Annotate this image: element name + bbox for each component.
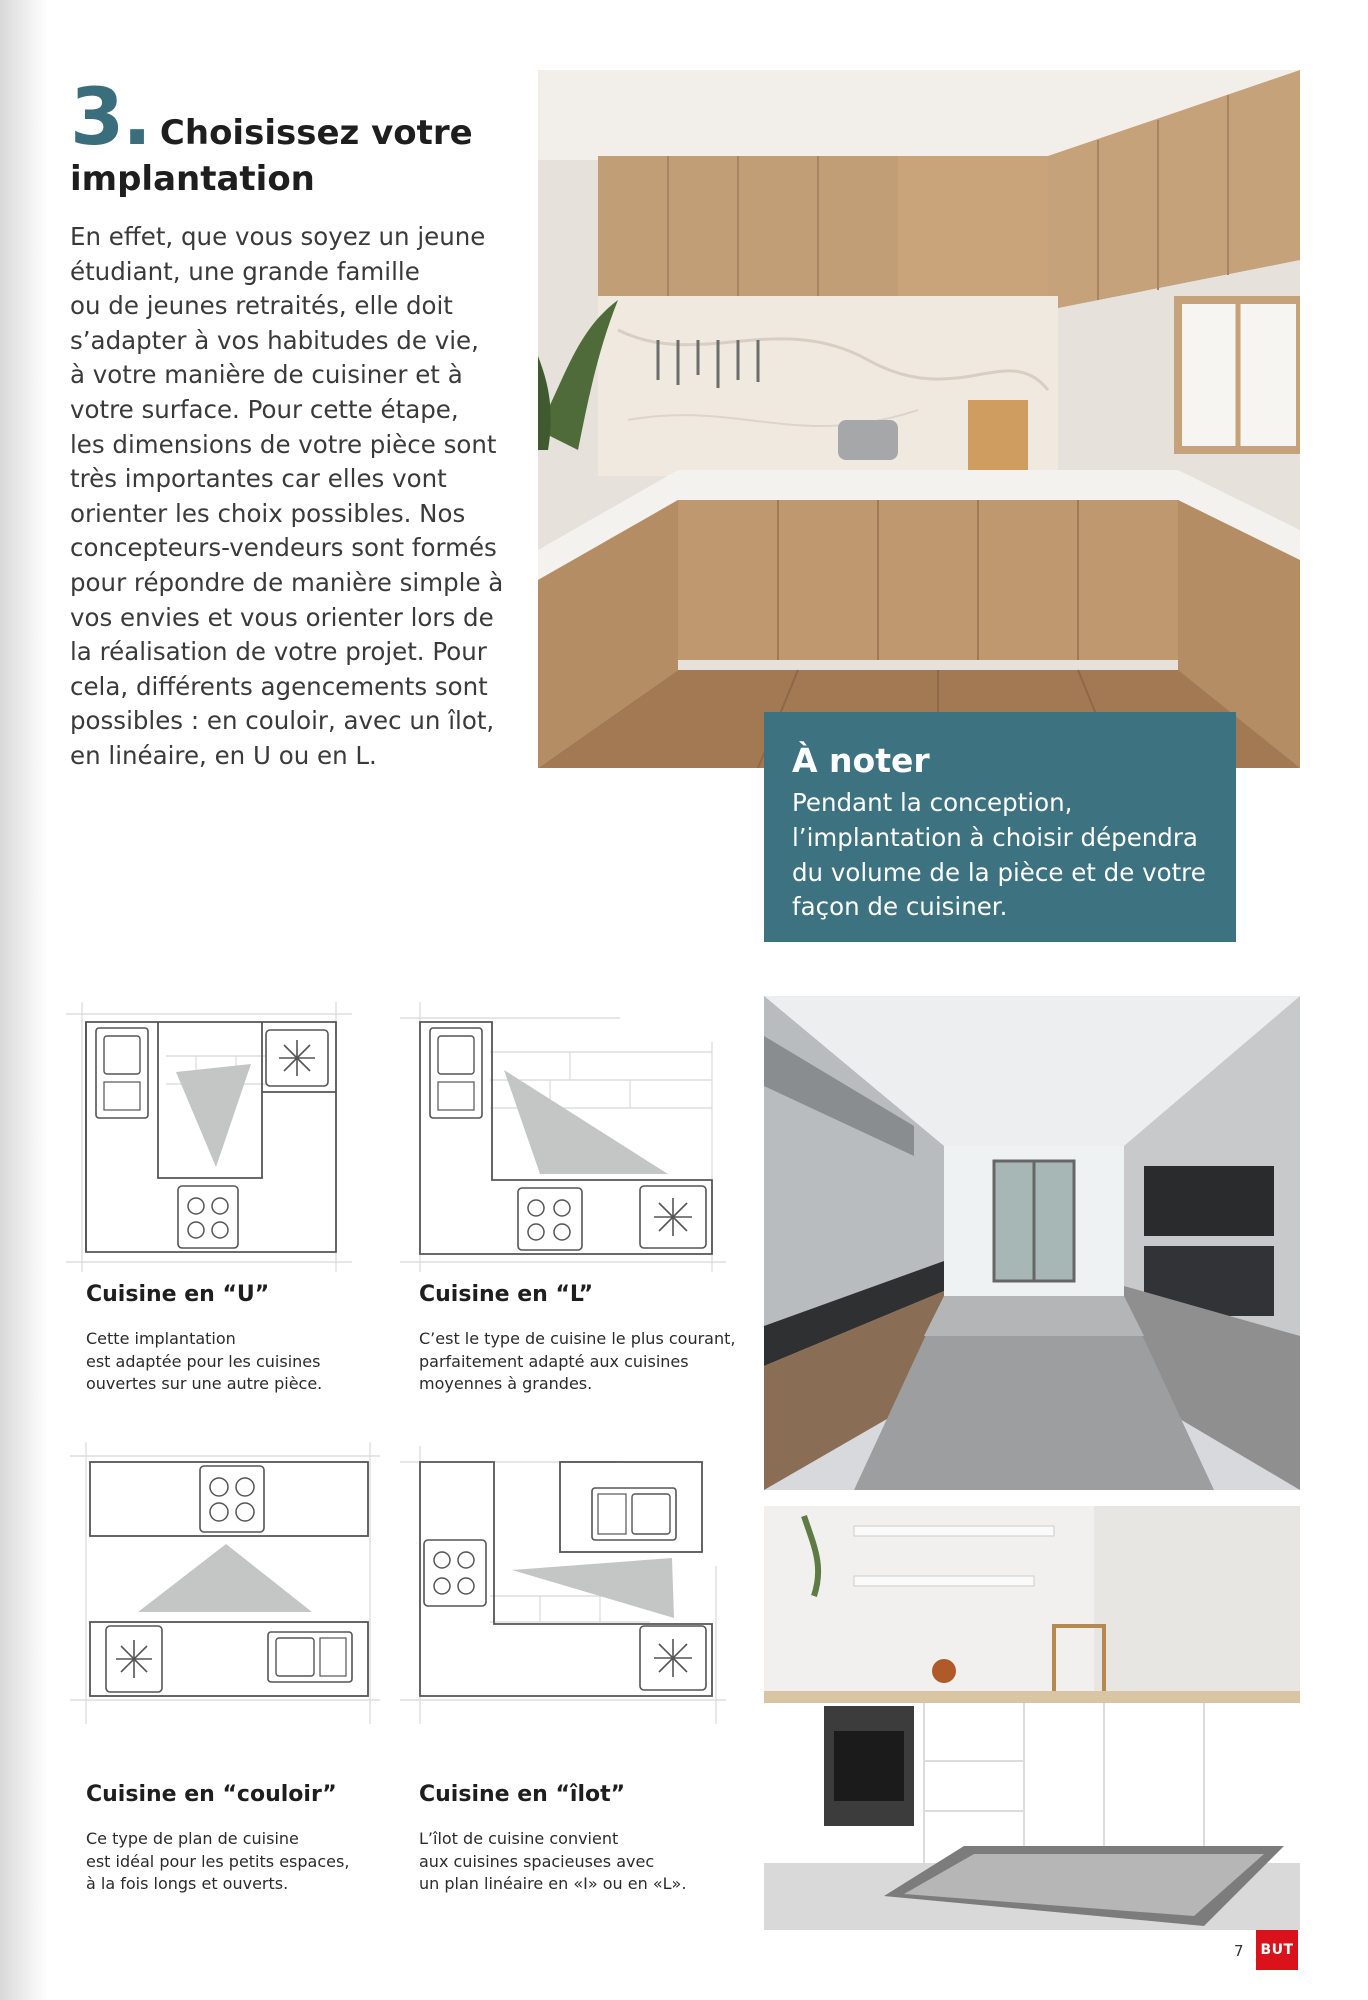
desc-line: parfaitement adapté aux cuisines (419, 1351, 689, 1371)
work-triangle (504, 1070, 668, 1174)
section-title-line2: implantation (70, 159, 315, 199)
layout-desc-u (86, 1328, 406, 1396)
brand-logo: BUT (1256, 1930, 1298, 1970)
layout-desc-l (419, 1328, 749, 1396)
intro-line: ou de jeunes retraités, elle doit (70, 291, 453, 321)
section-heading (70, 73, 510, 200)
desc-line: un plan linéaire en «I» ou en «L». (419, 1874, 687, 1893)
u-kitchen-plan-diagram (66, 1002, 352, 1272)
intro-line: possibles : en couloir, avec un îlot, (70, 706, 495, 736)
intro-line: les dimensions de votre pièce sont (70, 429, 497, 459)
corridor-kitchen-photo (764, 996, 1300, 1490)
intro-line: En effet, que vous soyez un jeune (70, 222, 486, 251)
island-kitchen-plan-diagram (400, 1446, 726, 1724)
intro-line: cela, différents agencements sont (70, 671, 488, 701)
desc-line: est adaptée pour les cuisines (86, 1351, 321, 1371)
intro-text (70, 220, 510, 774)
sink-icon (268, 1632, 352, 1682)
intro-line: concepteurs-vendeurs sont formés (70, 533, 497, 563)
note-line: l’implantation à choisir dépendra (792, 822, 1198, 852)
cooktop-icon (518, 1188, 582, 1250)
desc-line: Cette implantation (86, 1329, 236, 1348)
intro-line: vos envies et vous orienter lors de (70, 602, 494, 632)
intro-line: à votre manière de cuisiner et à (70, 360, 463, 390)
section-title-line1: Choisissez votre (159, 113, 473, 153)
note-title: À noter (792, 741, 930, 780)
layout-title-ilot: Cuisine en “îlot” (419, 1782, 626, 1807)
note-body (792, 786, 1208, 925)
work-triangle (138, 1544, 312, 1612)
work-triangle (512, 1558, 674, 1618)
cooktop-icon (424, 1540, 486, 1606)
desc-line: C’est le type de cuisine le plus courant, (419, 1329, 736, 1348)
cooktop-icon (178, 1186, 238, 1248)
desc-line: ouvertes sur une autre pièce. (86, 1374, 323, 1393)
step-number: 3. (70, 73, 150, 163)
intro-line: votre surface. Pour cette étape, (70, 394, 459, 424)
desc-line: Ce type de plan de cuisine (86, 1829, 299, 1848)
layout-title-l: Cuisine en “L” (419, 1282, 594, 1307)
intro-line: en linéaire, en U ou en L. (70, 740, 377, 770)
note-box (764, 712, 1236, 942)
note-line: façon de cuisiner. (792, 892, 1008, 922)
note-line: Pendant la conception, (792, 788, 1073, 817)
layout-desc-couloir (86, 1828, 406, 1896)
layout-title-u: Cuisine en “U” (86, 1282, 270, 1307)
note-line: du volume de la pièce et de votre (792, 857, 1206, 887)
desc-line: moyennes à grandes. (419, 1374, 593, 1393)
intro-line: la réalisation de votre projet. Pour (70, 637, 487, 667)
layout-desc-ilot (419, 1828, 739, 1896)
cooktop-icon (200, 1466, 264, 1532)
l-kitchen-plan-diagram (400, 1002, 726, 1272)
desc-line: aux cuisines spacieuses avec (419, 1851, 655, 1871)
intro-line: étudiant, une grande famille (70, 256, 420, 286)
corridor-kitchen-plan-diagram (70, 1442, 380, 1724)
desc-line: à la fois longs et ouverts. (86, 1874, 289, 1893)
intro-line: très importantes car elles vont (70, 464, 447, 494)
wood-u-kitchen-photo (538, 70, 1300, 768)
work-triangle (176, 1064, 251, 1167)
sink-icon (592, 1488, 676, 1540)
desc-line: est idéal pour les petits espaces, (86, 1851, 350, 1871)
page-edge-shadow (0, 0, 48, 2000)
intro-line: orienter les choix possibles. Nos (70, 498, 466, 528)
desc-line: L’îlot de cuisine convient (419, 1829, 619, 1848)
layout-title-couloir: Cuisine en “couloir” (86, 1782, 337, 1807)
page-number: 7 (1234, 1942, 1244, 1960)
intro-line: pour répondre de manière simple à (70, 567, 504, 597)
white-kitchen-photo (764, 1506, 1300, 1930)
intro-line: s’adapter à vos habitudes de vie, (70, 325, 479, 355)
